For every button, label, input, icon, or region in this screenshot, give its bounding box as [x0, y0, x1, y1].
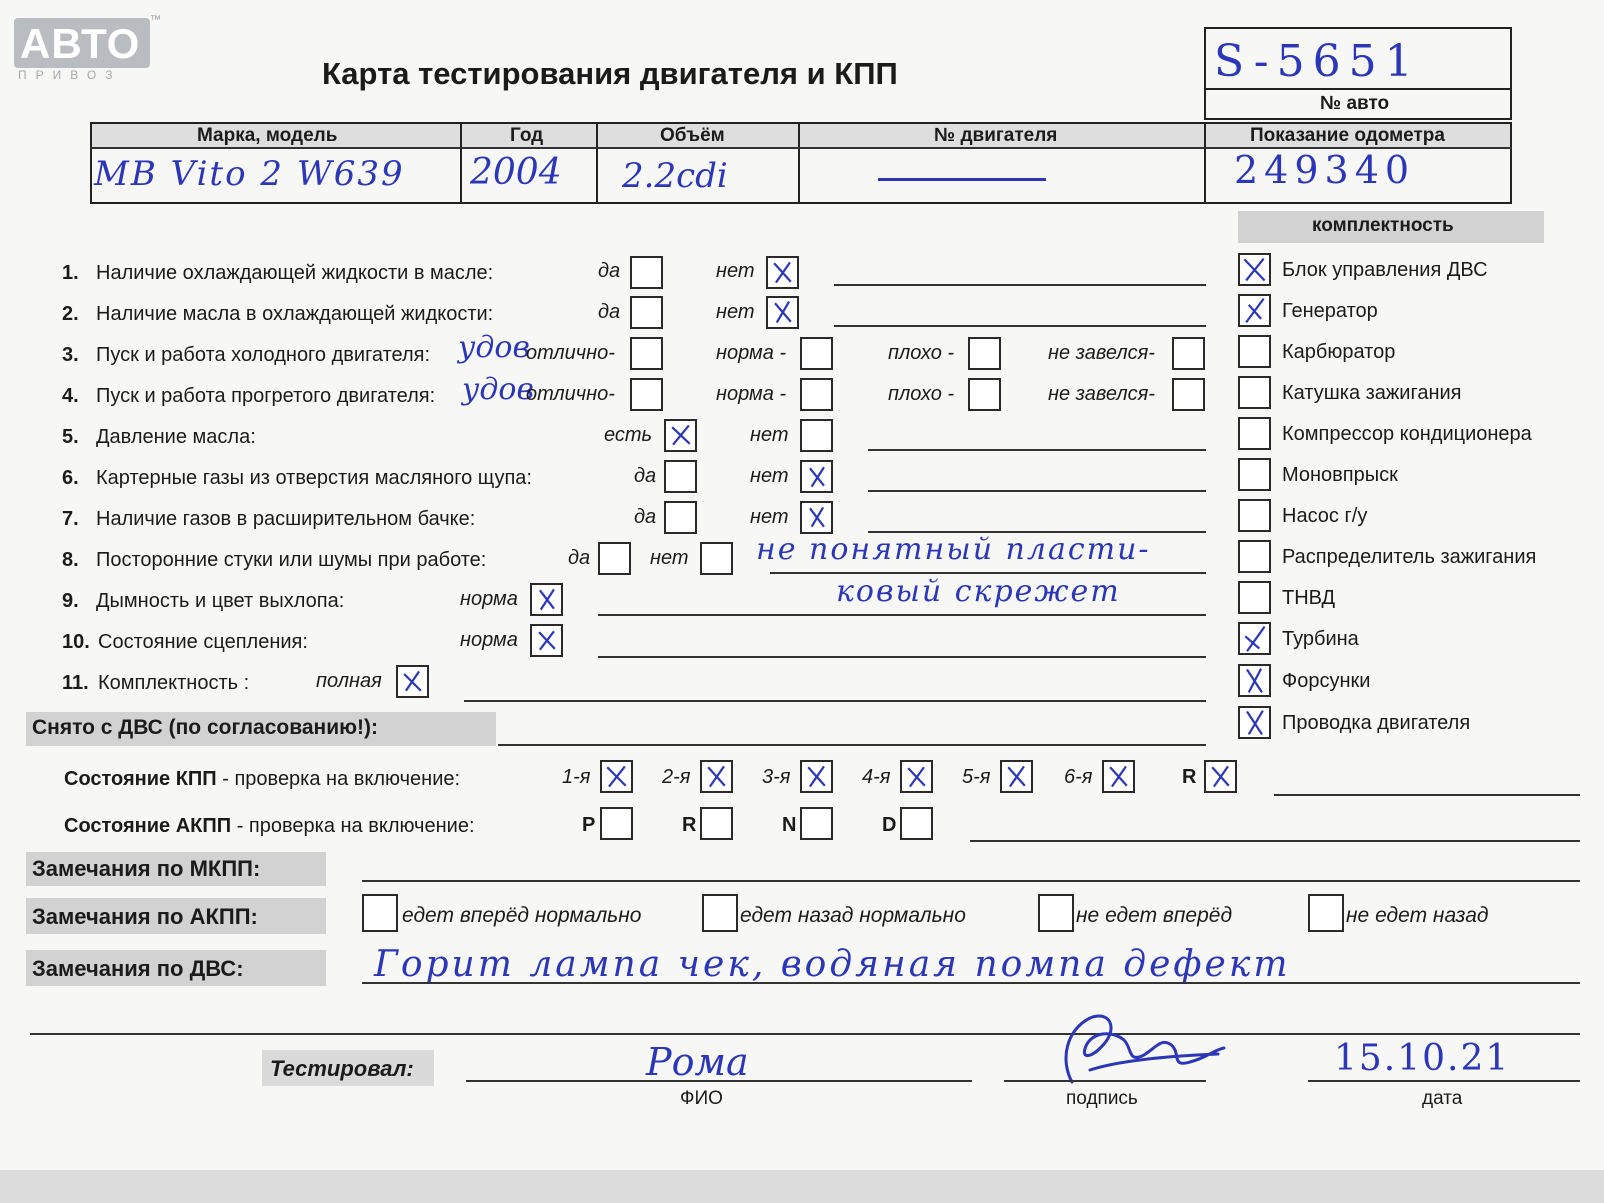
- item-3-bad-checkbox[interactable]: [968, 337, 1001, 370]
- logo-tm: ™: [150, 14, 161, 26]
- kpp-label-bold: Состояние КПП: [64, 768, 217, 790]
- akpp-backward-ok-checkbox[interactable]: [702, 894, 738, 932]
- completeness-ac-compressor-label: Компрессор кондиционера: [1282, 423, 1532, 445]
- date-caption: дата: [1422, 1088, 1463, 1109]
- check-mark-icon: [602, 762, 631, 791]
- signature-line: [1004, 1080, 1206, 1082]
- date-line: [1308, 1080, 1580, 1082]
- kpp-gear-3-label: 3-я: [762, 766, 791, 788]
- check-mark-icon: [802, 762, 831, 791]
- remarks-akpp-label: Замечания по АКПП:: [32, 904, 258, 929]
- check-mark-icon: [902, 762, 931, 791]
- fio-caption: ФИО: [680, 1088, 723, 1109]
- check-mark-icon: [1240, 708, 1269, 737]
- header-odometer-value: 249340: [1234, 148, 1416, 192]
- item-5-opt-yes: есть: [604, 424, 653, 446]
- item-3-label: Пуск и работа холодного двигателя:: [96, 344, 431, 366]
- header-model-value: MB Vito 2 W639: [94, 154, 405, 194]
- akpp-no-backward-label: не едет назад: [1346, 904, 1489, 927]
- item-3-note: удов: [458, 330, 530, 365]
- item-3-nostart-checkbox[interactable]: [1172, 337, 1205, 370]
- item-5-no-checkbox[interactable]: [800, 419, 833, 452]
- completeness-generator-checkbox[interactable]: [1238, 294, 1271, 327]
- completeness-distributor-checkbox[interactable]: [1238, 540, 1271, 573]
- check-mark-icon: [702, 762, 731, 791]
- item-4-bad-checkbox[interactable]: [968, 378, 1001, 411]
- akpp-mode-p-checkbox[interactable]: [600, 807, 633, 840]
- item-7-label: Наличие газов в расширительном бачке:: [96, 508, 476, 530]
- auto-number-label: № авто: [1320, 93, 1390, 114]
- logo: [14, 18, 150, 68]
- akpp-forward-ok-label: едет вперёд нормально: [402, 904, 642, 927]
- item-4-opt-nostart: не завелся-: [1048, 383, 1155, 405]
- item-5-opt-no: нет: [750, 424, 789, 446]
- akpp-no-forward-checkbox[interactable]: [1038, 894, 1074, 932]
- akpp-no-forward-label: не едет вперёд: [1076, 904, 1233, 927]
- item-10-note-line: [598, 656, 1206, 658]
- item-2-opt-yes: да: [598, 301, 621, 323]
- item-6-label: Картерные газы из отверстия масляного щупа:: [96, 467, 532, 489]
- completeness-tnvd-checkbox[interactable]: [1238, 581, 1271, 614]
- item-4-normal-checkbox[interactable]: [800, 378, 833, 411]
- item-6-no-checkbox[interactable]: [800, 460, 833, 493]
- akpp-mode-n-label: N: [782, 814, 797, 836]
- akpp-label: [64, 815, 475, 838]
- completeness-monoinjection-label: Моновпрыск: [1282, 464, 1398, 486]
- kpp-gear-5-checkbox[interactable]: [1000, 760, 1033, 793]
- check-mark-icon: [1002, 762, 1031, 791]
- completeness-turbo-checkbox[interactable]: [1238, 622, 1271, 655]
- item-1-opt-yes: да: [598, 260, 621, 282]
- item-3-number: 3.: [62, 344, 79, 366]
- item-4-number: 4.: [62, 385, 79, 407]
- header-odometer-label: Показание одометра: [1250, 125, 1445, 146]
- item-5-label: Давление масла:: [96, 426, 256, 448]
- header-year-label: Год: [510, 125, 544, 146]
- completeness-injectors-label: Форсунки: [1282, 670, 1371, 692]
- item-11-full-checkbox[interactable]: [396, 665, 429, 698]
- item-1-label: Наличие охлаждающей жидкости в масле:: [96, 262, 494, 284]
- item-6-opt-yes: да: [634, 465, 657, 487]
- completeness-monoinjection-checkbox[interactable]: [1238, 458, 1271, 491]
- kpp-note-line: [1274, 794, 1580, 796]
- tested-name-line: [466, 1080, 972, 1082]
- header-model-label: Марка, модель: [197, 125, 338, 146]
- akpp-label-rest: - проверка на включение:: [231, 815, 475, 837]
- item-9-normal-checkbox[interactable]: [530, 583, 563, 616]
- item-8-opt-yes: да: [568, 547, 591, 569]
- akpp-mode-r-label: R: [682, 814, 697, 836]
- item-11-note-line: [464, 700, 1206, 702]
- item-2-note-line: [834, 325, 1206, 327]
- item-3-normal-checkbox[interactable]: [800, 337, 833, 370]
- remarks-dvs-line: [362, 982, 1580, 984]
- item-9-opt-normal: норма: [460, 588, 518, 610]
- check-mark-icon: [398, 667, 427, 696]
- item-8-label: Посторонние стуки или шумы при работе:: [96, 549, 487, 571]
- item-11-opt-full: полная: [316, 670, 382, 692]
- item-4-label: Пуск и работа прогретого двигателя:: [96, 385, 436, 407]
- kpp-gear-1-checkbox[interactable]: [600, 760, 633, 793]
- item-5-number: 5.: [62, 426, 79, 448]
- item-3-opt-normal: норма -: [716, 342, 787, 364]
- kpp-label: [64, 768, 460, 791]
- check-mark-icon: [1240, 624, 1269, 653]
- remarks-dvs-value: Горит лампа чек, водяная помпа дефект: [374, 944, 1291, 985]
- header-year-value: 2004: [470, 152, 562, 193]
- completeness-turbo-label: Турбина: [1282, 628, 1359, 650]
- header-volume-label: Объём: [660, 125, 725, 146]
- removed-label: Снято с ДВС (по согласованию!):: [32, 716, 379, 739]
- akpp-note-line: [970, 840, 1580, 842]
- item-3-opt-excellent: отлично-: [526, 342, 615, 364]
- tested-label: Тестировал:: [270, 1056, 414, 1081]
- completeness-distributor-label: Распределитель зажигания: [1282, 546, 1537, 568]
- item-1-no-checkbox[interactable]: [766, 256, 799, 289]
- remarks-mkpp-label: Замечания по МКПП:: [32, 856, 261, 881]
- check-mark-icon: [1240, 296, 1269, 325]
- check-mark-icon: [666, 421, 695, 450]
- item-10-number: 10.: [62, 631, 90, 653]
- akpp-mode-n-checkbox[interactable]: [800, 807, 833, 840]
- item-7-no-checkbox[interactable]: [800, 501, 833, 534]
- item-9-number: 9.: [62, 590, 79, 612]
- item-2-no-checkbox[interactable]: [766, 296, 799, 329]
- completeness-tnvd-label: ТНВД: [1282, 587, 1336, 609]
- completeness-injectors-checkbox[interactable]: [1238, 664, 1271, 697]
- item-2-number: 2.: [62, 303, 79, 325]
- item-11-number: 11.: [62, 672, 89, 694]
- completeness-ps-pump-checkbox[interactable]: [1238, 499, 1271, 532]
- removed-note-line: [498, 744, 1206, 746]
- item-6-yes-checkbox[interactable]: [664, 460, 697, 493]
- item-3-opt-nostart: не завелся-: [1048, 342, 1155, 364]
- item-1-yes-checkbox[interactable]: [630, 256, 663, 289]
- logo-sub: ПРИВОЗ: [18, 68, 122, 82]
- kpp-gear-3-checkbox[interactable]: [800, 760, 833, 793]
- logo-brand: АВТО: [20, 20, 141, 67]
- completeness-ignition-coil-checkbox[interactable]: [1238, 376, 1271, 409]
- completeness-ecu-checkbox[interactable]: [1238, 253, 1271, 286]
- check-mark-icon: [1104, 762, 1133, 791]
- item-9-note: ковый скрежет: [836, 574, 1121, 609]
- kpp-gear-2-checkbox[interactable]: [700, 760, 733, 793]
- check-mark-icon: [1206, 762, 1235, 791]
- item-3-excellent-checkbox[interactable]: [630, 337, 663, 370]
- akpp-forward-ok-checkbox[interactable]: [362, 894, 398, 932]
- item-8-opt-no: нет: [650, 547, 689, 569]
- tested-date: 15.10.21: [1334, 1038, 1511, 1079]
- item-6-number: 6.: [62, 467, 79, 489]
- remarks-dvs-line-2: [30, 1033, 1580, 1035]
- kpp-gear-5-label: 5-я: [962, 766, 991, 788]
- completeness-wiring-checkbox[interactable]: [1238, 706, 1271, 739]
- item-1-note-line: [834, 284, 1206, 286]
- kpp-gear-2-label: 2-я: [662, 766, 691, 788]
- item-9-label: Дымность и цвет выхлопа:: [96, 590, 345, 612]
- item-4-opt-bad: плохо -: [888, 383, 955, 405]
- check-mark-icon: [802, 503, 831, 532]
- kpp-gear-6-checkbox[interactable]: [1102, 760, 1135, 793]
- item-1-opt-no: нет: [716, 260, 755, 282]
- item-2-label: Наличие масла в охлаждающей жидкости:: [96, 303, 494, 325]
- item-7-yes-checkbox[interactable]: [664, 501, 697, 534]
- item-4-opt-normal: норма -: [716, 383, 787, 405]
- item-7-opt-no: нет: [750, 506, 789, 528]
- check-mark-icon: [532, 585, 561, 614]
- auto-number-value: S-5651: [1214, 36, 1421, 87]
- item-8-number: 8.: [62, 549, 79, 571]
- check-mark-icon: [1240, 255, 1269, 284]
- item-4-opt-excellent: отлично-: [526, 383, 615, 405]
- completeness-ecu-label: Блок управления ДВС: [1282, 259, 1488, 281]
- item-9-note-line: [598, 614, 1206, 616]
- item-6-opt-no: нет: [750, 465, 789, 487]
- remarks-mkpp-line: [362, 880, 1580, 882]
- remarks-dvs-label: Замечания по ДВС:: [32, 956, 244, 981]
- item-7-number: 7.: [62, 508, 79, 530]
- item-4-excellent-checkbox[interactable]: [630, 378, 663, 411]
- kpp-gear-4-label: 4-я: [862, 766, 891, 788]
- akpp-no-backward-checkbox[interactable]: [1308, 894, 1344, 932]
- completeness-wiring-label: Проводка двигателя: [1282, 712, 1471, 734]
- item-2-opt-no: нет: [716, 301, 755, 323]
- check-mark-icon: [802, 462, 831, 491]
- check-mark-icon: [768, 258, 797, 287]
- completeness-ac-compressor-checkbox[interactable]: [1238, 417, 1271, 450]
- item-5-note-line: [868, 449, 1206, 451]
- akpp-mode-r-checkbox[interactable]: [700, 807, 733, 840]
- completeness-ps-pump-label: Насос г/у: [1282, 505, 1368, 527]
- kpp-gear-4-checkbox[interactable]: [900, 760, 933, 793]
- item-4-nostart-checkbox[interactable]: [1172, 378, 1205, 411]
- item-5-yes-checkbox[interactable]: [664, 419, 697, 452]
- item-10-normal-checkbox[interactable]: [530, 624, 563, 657]
- item-2-yes-checkbox[interactable]: [630, 296, 663, 329]
- kpp-gear-6-label: 6-я: [1064, 766, 1093, 788]
- kpp-gear-1-label: 1-я: [562, 766, 591, 788]
- item-8-note-1: не понятный пласти-: [756, 532, 1151, 567]
- kpp-label-rest: - проверка на включение:: [216, 768, 461, 790]
- akpp-label-bold: Состояние АКПП: [64, 815, 232, 837]
- item-6-note-line: [868, 490, 1206, 492]
- signature: [1020, 1000, 1230, 1090]
- page-title: Карта тестирования двигателя и КПП: [322, 56, 898, 91]
- akpp-mode-p-label: P: [582, 814, 596, 836]
- item-10-label: Состояние сцепления:: [98, 631, 308, 653]
- kpp-gear-r-label: R: [1182, 766, 1197, 788]
- item-8-yes-checkbox[interactable]: [598, 542, 631, 575]
- completeness-carburetor-label: Карбюратор: [1282, 341, 1396, 363]
- kpp-gear-r-checkbox[interactable]: [1204, 760, 1237, 793]
- header-volume-value: 2.2cdi: [622, 156, 728, 196]
- item-3-opt-bad: плохо -: [888, 342, 955, 364]
- item-11-label: Комплектность :: [98, 672, 250, 694]
- completeness-ignition-coil-label: Катушка зажигания: [1282, 382, 1462, 404]
- akpp-mode-d-label: D: [882, 814, 897, 836]
- akpp-mode-d-checkbox[interactable]: [900, 807, 933, 840]
- item-1-number: 1.: [62, 262, 79, 284]
- item-10-opt-normal: норма: [460, 629, 518, 651]
- header-engine-label: № двигателя: [934, 125, 1058, 146]
- completeness-carburetor-checkbox[interactable]: [1238, 335, 1271, 368]
- sign-caption: подпись: [1066, 1088, 1138, 1109]
- completeness-title: комплектность: [1312, 215, 1454, 236]
- check-mark-icon: [1240, 666, 1269, 695]
- item-7-opt-yes: да: [634, 506, 657, 528]
- header-engine-dash: [878, 178, 1046, 181]
- completeness-generator-label: Генератор: [1282, 300, 1378, 322]
- check-mark-icon: [532, 626, 561, 655]
- item-4-note: удов: [462, 372, 534, 407]
- tested-name: Рома: [646, 1040, 749, 1084]
- check-mark-icon: [768, 298, 797, 327]
- akpp-backward-ok-label: едет назад нормально: [740, 904, 966, 927]
- item-8-no-checkbox[interactable]: [700, 542, 733, 575]
